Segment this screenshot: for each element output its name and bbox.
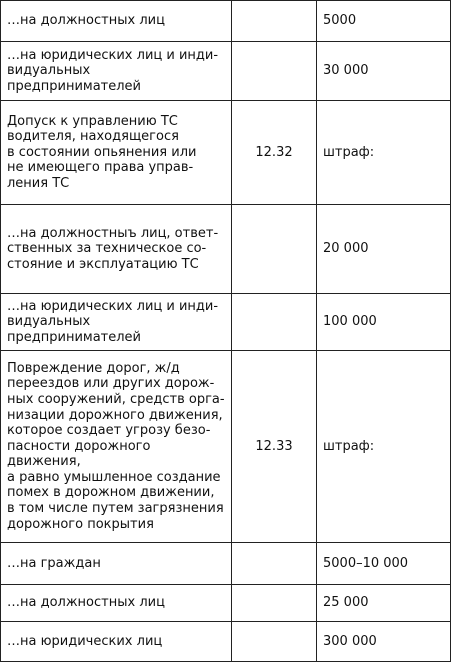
table-row bbox=[1, 351, 451, 543]
article-number bbox=[232, 622, 317, 662]
article-number bbox=[232, 1, 317, 42]
table-row bbox=[1, 585, 451, 622]
table-row bbox=[1, 1, 451, 42]
table-row bbox=[1, 294, 451, 351]
penalty-amount: 100 000 bbox=[317, 294, 451, 351]
violation-description: Допуск к управлению ТС водителя, находящегося в состоянии опьянения или не имеющего права управ- ления ТС bbox=[1, 101, 232, 205]
penalty-amount: 5000–10 000 bbox=[317, 543, 451, 585]
article-number bbox=[232, 585, 317, 622]
table-row bbox=[1, 205, 451, 294]
article-number bbox=[232, 205, 317, 294]
penalty-amount: 5000 bbox=[317, 1, 451, 42]
penalty-amount: 30 000 bbox=[317, 42, 451, 101]
penalty-amount: штраф: bbox=[317, 351, 451, 543]
violation-description: Повреждение дорог, ж/д переездов или других дорож- ных сооружений, средств орга- низации дорожного движения, которое создает угрозу безо- пасности дорожного движения, а равно умышленное создание помех в дорожном движении, в том числе путем загрязнения дорожного покрытия bbox=[1, 351, 232, 543]
article-number bbox=[232, 294, 317, 351]
article-number bbox=[232, 543, 317, 585]
table-row bbox=[1, 101, 451, 205]
violation-description: …на должностных лиц bbox=[1, 1, 232, 42]
article-number: 12.33 bbox=[232, 351, 317, 543]
violation-description: …на юридических лиц bbox=[1, 622, 232, 662]
table-row bbox=[1, 543, 451, 585]
penalty-amount: 20 000 bbox=[317, 205, 451, 294]
violation-description: …на граждан bbox=[1, 543, 232, 585]
penalty-amount: 300 000 bbox=[317, 622, 451, 662]
table-row bbox=[1, 42, 451, 101]
article-number bbox=[232, 42, 317, 101]
penalty-amount: штраф: bbox=[317, 101, 451, 205]
violation-description: …на юридических лиц и инди- видуальных предпринимателей bbox=[1, 294, 232, 351]
table-row bbox=[1, 622, 451, 662]
violation-description: …на должностныъ лиц, ответ- ственных за техническое со- стояние и эксплуатацию ТС bbox=[1, 205, 232, 294]
penalty-amount: 25 000 bbox=[317, 585, 451, 622]
article-number: 12.32 bbox=[232, 101, 317, 205]
violation-description: …на юридических лиц и инди- видуальных предпринимателей bbox=[1, 42, 232, 101]
violation-description: …на должностных лиц bbox=[1, 585, 232, 622]
